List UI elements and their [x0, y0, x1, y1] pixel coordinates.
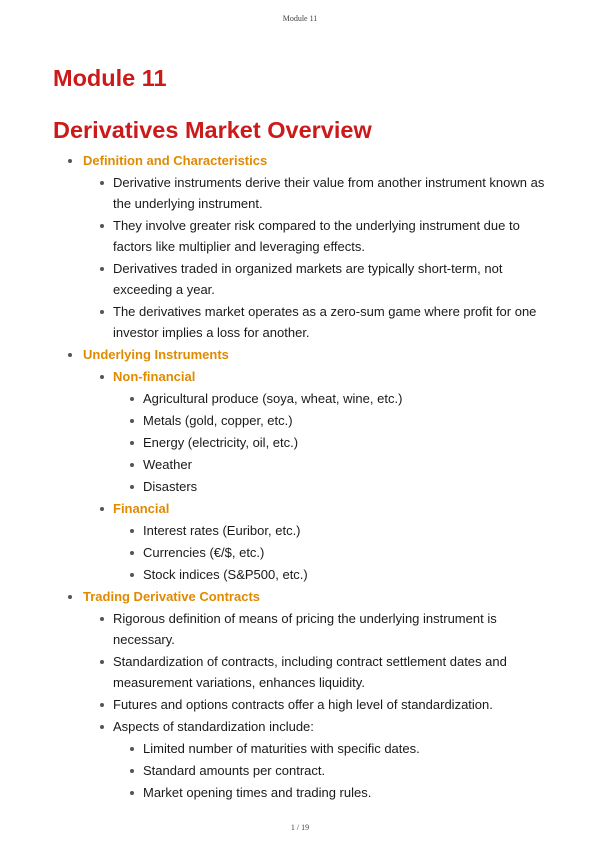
list-item-text: Standardization of contracts, including contract settlement dates and measurement variations, enhances liquidity.	[113, 654, 507, 690]
section-title: Derivatives Market Overview	[53, 117, 372, 143]
list-item	[83, 215, 553, 257]
list-item-text: Weather	[143, 457, 192, 472]
bullet-icon	[100, 181, 104, 185]
bullet-icon	[130, 485, 134, 489]
list-item-text: Energy (electricity, oil, etc.)	[143, 435, 299, 450]
list-item-definition	[53, 150, 553, 343]
list-item	[83, 172, 553, 214]
list-item-text: Agricultural produce (soya, wheat, wine, etc.)	[143, 391, 403, 406]
list-item-underlying	[53, 344, 553, 585]
list-item-text: Aspects of standardization include:	[113, 719, 314, 734]
bullet-icon	[100, 310, 104, 314]
sub-list	[83, 608, 553, 803]
list-item-trading	[53, 586, 553, 803]
sub-sub-list	[113, 388, 553, 497]
list-item	[83, 608, 553, 650]
bullet-icon	[130, 529, 134, 533]
list-item	[113, 520, 553, 541]
bullet-icon	[130, 397, 134, 401]
bullet-icon	[100, 375, 104, 379]
sub-sub-list	[113, 520, 553, 585]
list-item	[113, 454, 553, 475]
list-item-text: The derivatives market operates as a zero-sum game where profit for one investor implies a loss for another.	[113, 304, 537, 340]
list-item	[113, 388, 553, 409]
list-item	[113, 782, 553, 803]
bullet-icon	[100, 725, 104, 729]
section-heading: Definition and Characteristics	[83, 153, 268, 168]
list-item-text: Interest rates (Euribor, etc.)	[143, 523, 301, 538]
bullet-icon	[100, 617, 104, 621]
bullet-icon	[130, 419, 134, 423]
list-item	[113, 410, 553, 431]
list-item-text: Market opening times and trading rules.	[143, 785, 372, 800]
group-heading: Financial	[113, 501, 170, 516]
list-item-text: Metals (gold, copper, etc.)	[143, 413, 293, 428]
sub-list	[83, 366, 553, 585]
list-item	[113, 432, 553, 453]
sub-sub-list	[113, 738, 553, 803]
list-item-text: Rigorous definition of means of pricing the underlying instrument is necessary.	[113, 611, 497, 647]
list-item-text: Limited number of maturities with specific dates.	[143, 741, 420, 756]
list-item-text: Currencies (€/$, etc.)	[143, 545, 265, 560]
list-item-financial	[83, 498, 553, 585]
list-item-text: Disasters	[143, 479, 198, 494]
list-item	[83, 258, 553, 300]
list-item	[113, 564, 553, 585]
bullet-icon	[68, 595, 72, 599]
sub-list	[83, 172, 553, 343]
outline-list	[53, 150, 553, 803]
bullet-icon	[100, 224, 104, 228]
list-item-text: Derivative instruments derive their value from another instrument known as the underlying instrument.	[113, 175, 545, 211]
list-item	[113, 542, 553, 563]
bullet-icon	[130, 441, 134, 445]
list-item-non-financial	[83, 366, 553, 497]
list-item-text: Stock indices (S&P500, etc.)	[143, 567, 308, 582]
bullet-icon	[130, 551, 134, 555]
document-body	[53, 64, 553, 804]
bullet-icon	[130, 747, 134, 751]
bullet-icon	[130, 791, 134, 795]
bullet-icon	[130, 463, 134, 467]
list-item-text: Derivatives traded in organized markets are typically short-term, not exceeding a year.	[113, 261, 503, 297]
list-item	[83, 651, 553, 693]
list-item	[113, 738, 553, 759]
group-heading: Non-financial	[113, 369, 196, 384]
bullet-icon	[130, 769, 134, 773]
section-heading: Trading Derivative Contracts	[83, 589, 260, 604]
list-item	[113, 476, 553, 497]
list-item	[83, 716, 553, 803]
list-item	[83, 301, 553, 343]
bullet-icon	[100, 703, 104, 707]
list-item-text: Standard amounts per contract.	[143, 763, 326, 778]
bullet-icon	[68, 159, 72, 163]
running-header: Module 11	[282, 14, 318, 23]
bullet-icon	[100, 507, 104, 511]
bullet-icon	[100, 267, 104, 271]
list-item-text: They involve greater risk compared to the underlying instrument due to factors like multiplier and leveraging effects.	[113, 218, 520, 254]
page-number: 1 / 19	[290, 823, 310, 832]
section-heading: Underlying Instruments	[83, 347, 229, 362]
list-item	[113, 760, 553, 781]
list-item	[83, 694, 553, 715]
bullet-icon	[68, 353, 72, 357]
bullet-icon	[100, 660, 104, 664]
bullet-icon	[130, 573, 134, 577]
list-item-text: Futures and options contracts offer a high level of standardization.	[113, 697, 493, 712]
document-title: Module 11	[53, 65, 167, 91]
